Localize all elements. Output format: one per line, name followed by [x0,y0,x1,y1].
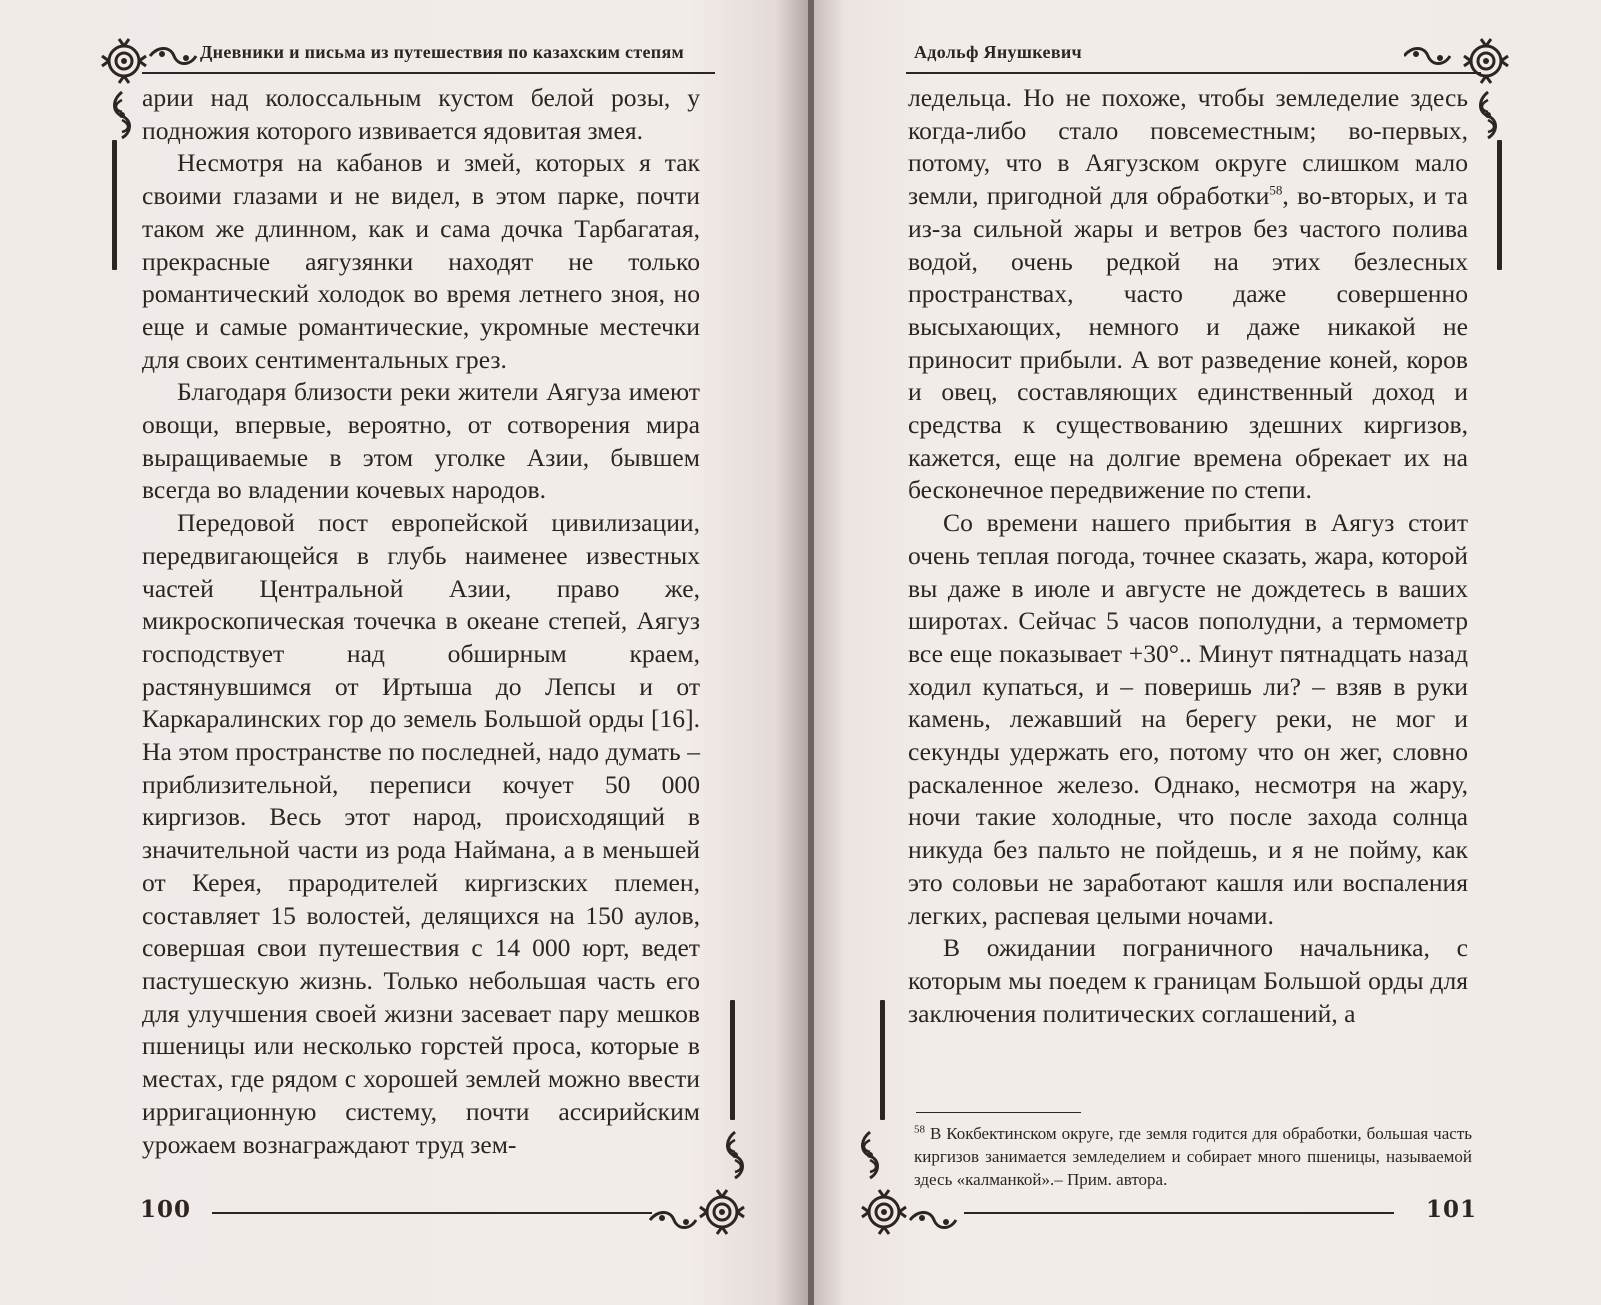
right-page [814,0,1601,1305]
paragraph: Благодаря близости реки жители Аягуза имеют овощи, впервые, вероятно, от сотворения мира выращиваемые в этом уголке Азии, бывшем всегда во владении кочевых народов. [142,377,700,505]
page-number: 100 [140,1196,192,1223]
paragraph-part: , во-вторых, и та из-за сильной жары и ветров без частого полива водой, очень редкой на этих безлесных пространствах, часто даже совершенно высыхающих, немного и даже никакой не приносит прибыли. А вот разведение коней, коров и овец, составляющих единственный доход и средства к существованию здешних киргизов, кажется, еще на долгие времена обрекает их на бесконечное передвижение по степи. [908,181,1469,505]
running-header: Адольф Янушкевич [914,42,1082,62]
header-rule [142,72,715,74]
paragraph: Несмотря на кабанов и змей, которых я так своими глазами и не видел, в этом парке, почти таком же длинном, как и сама дочка Тарбагатая, прекрасные аягузянки находят не только романтический холодок во время летнего зноя, но еще и самые романтические, укромные местечки для своих сентиментальных грез. [142,148,700,374]
margin-bar [880,1000,885,1120]
page-number: 101 [1426,1196,1478,1223]
running-header: Дневники и письма из путешествия по казахским степям [200,42,685,62]
corner-ornament-icon [858,1130,968,1240]
margin-bar [112,140,117,270]
footnote [914,1122,1472,1191]
corner-ornament-icon [640,1130,750,1240]
footer-rule [964,1212,1394,1214]
paragraph: Со времени нашего прибытия в Аягуз стоит очень теплая погода, точнее сказать, жара, которой вы даже в июле и августе не дождетесь в ваших широтах. Сейчас 5 часов пополудни, а термометр все еще показывает +30°.. Минут пятнадцать назад ходил купаться, и – поверишь ли? – взяв в руки камень, лежавший на берегу реки, не мог и секунды удержать его, потому что он жег, словно раскаленное железо. Однако, несмотря на жару, ночи такие холодные, что после захода солнца никуда без пальто не пойдешь, и я не пойму, как это соловьи не заработают кашля или воспаления легких, распевая целыми ночами. [908,508,1468,930]
paragraph-part: ледельца. Но не похоже, чтобы земледелие здесь когда-либо стало повсеместным; во-первых, потому, что в Аягузском округе слишком мало земли, пригодной для обработки [908,83,1468,211]
margin-bar [1497,140,1502,270]
body-text [908,82,1468,1030]
footnote-mark: 58 [914,1123,925,1136]
footnote-reference: 58 [1269,182,1283,198]
header-rule [906,72,1481,74]
margin-bar [730,1000,735,1120]
footer-rule [212,1212,652,1214]
body-text [142,82,700,1161]
paragraph [908,82,1468,507]
footnote-text: В Кокбектинском округе, где земля годится для обработки, большая часть киргизов занимается земледелием и собирает много пшеницы, называемой здесь «калманкой».– Прим. автора. [914,1124,1473,1189]
paragraph: арии над колоссальным кустом белой розы, у подножия которого извивается ядовитая змея. [142,83,700,145]
paragraph: В ожидании пограничного начальника, с которым мы поедем к границам Большой орды для заключения политических соглашений, а [908,933,1468,1028]
footnote-rule [916,1112,1081,1113]
paragraph: Передовой пост европейской цивилизации, передвигающейся в глубь наименее известных частей Центральной Азии, право же, микроскопическая точечка в океане степей, Аягуз господствует над обширным краем, растянувшимся от Иртыша до Лепсы и от Каркаралинских гор до земель Большой орды [16]. На этом пространстве по последней, надо думать – приблизительной, переписи кочует 50 000 киргизов. Весь этот народ, происходящий в значительной части из рода Наймана, а в меньшей от Керея, прародителей киргизских племен, составляет 15 волостей, делящихся на 150 аулов, совершая свои путешествия с 14 000 юрт, ведет пастушескую жизнь. Только небольшая часть его для улучшения своей жизни засевает пару мешков пшеницы или несколько горстей проса, которые в местах, где рядом с хорошей землей можно ввести ирригационную систему, почти ассирийским урожаем вознаграждают труд зем- [142,508,700,1159]
